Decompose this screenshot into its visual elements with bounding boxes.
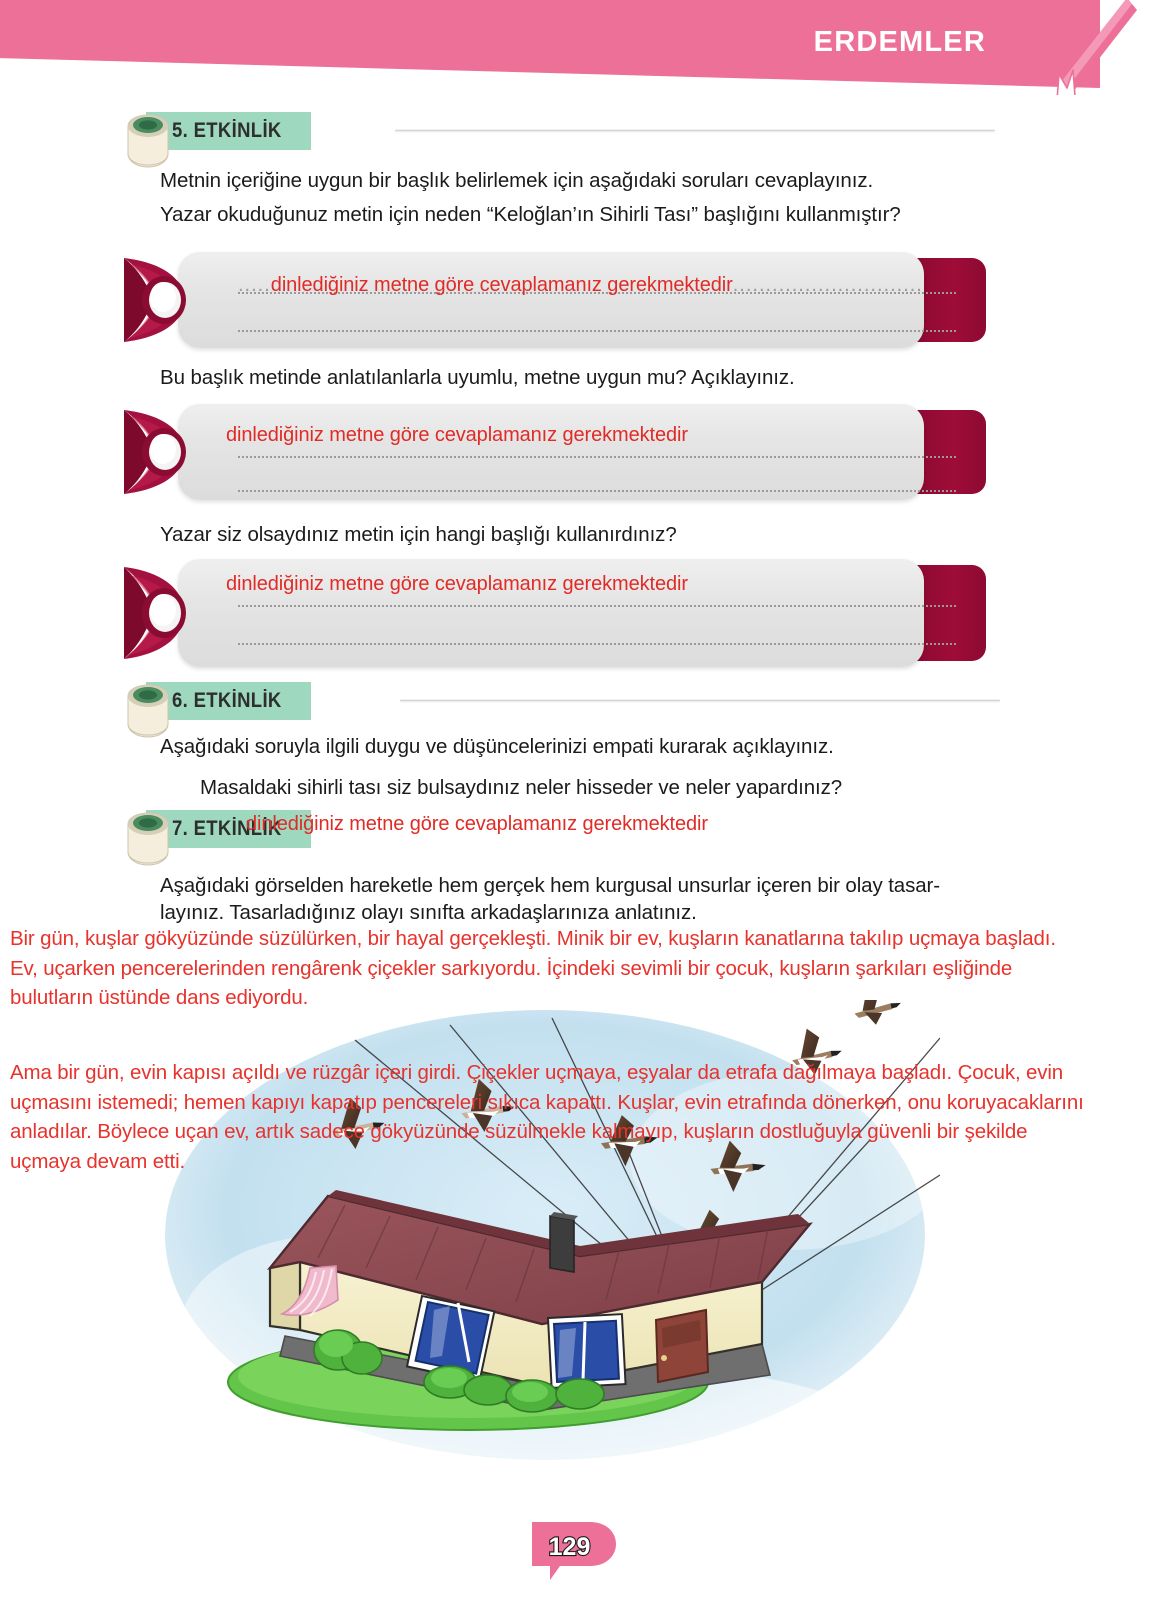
activity-7-intro-line-1: Aşağıdaki görselden hareketle hem gerçek hem kurgusal unsurlar içeren bir olay tasar- <box>160 874 941 897</box>
activity-6-intro: Aşağıdaki soruyla ilgili duygu ve düşüncelerinizi empati kurarak açıklayınız. <box>160 735 834 758</box>
paper-roll-icon <box>122 810 174 868</box>
pencil-icon <box>1009 0 1139 95</box>
answer-line-2 <box>238 330 956 332</box>
answer-line-1 <box>238 605 956 607</box>
badge-rule <box>400 699 1000 703</box>
ribbon-left-end <box>118 559 228 667</box>
answer-line-1 <box>238 456 956 458</box>
answer-line-2 <box>238 643 956 645</box>
answer-text-1 <box>238 274 923 297</box>
activity-5-question-3: Yazar siz olsaydınız metin için hangi başlığı kullanırdınız? <box>160 523 677 546</box>
ribbon-left-end <box>118 252 228 348</box>
page-title: ERDEMLER <box>813 26 986 58</box>
answer-box-1[interactable] <box>118 252 986 348</box>
ribbon-right-end <box>914 565 986 661</box>
activity-label: 5. ETKİNLİK <box>172 119 282 142</box>
answer-box-2[interactable] <box>118 404 986 500</box>
page-header <box>0 0 1151 95</box>
activity-7-intro-line-2: layınız. Tasarladığınız olayı sınıfta arkadaşlarınıza anlatınız. <box>160 901 697 924</box>
answer-box-surface[interactable] <box>178 404 924 500</box>
page-number: 129 <box>548 1533 591 1561</box>
leading-dots: ..... <box>238 274 271 296</box>
trailing-dots: ............................. <box>732 274 923 296</box>
activity-5-intro: Metnin içeriğine uygun bir başlık belirlemek için aşağıdaki soruları cevaplayınız. <box>160 169 874 192</box>
page-number-tag <box>526 1520 626 1582</box>
answer-text-2: dinlediğiniz metne göre cevaplamanız gerekmektedir <box>226 424 688 446</box>
paper-roll-icon <box>122 112 174 170</box>
activity-badge-5 <box>110 112 970 150</box>
answer-text-3: dinlediğiniz metne göre cevaplamanız gerekmektedir <box>226 573 688 595</box>
answer-box-3[interactable] <box>118 559 986 667</box>
answer-line-2 <box>238 490 956 492</box>
activity-badge-6 <box>110 682 970 720</box>
activity-5-question-1: Yazar okuduğunuz metin için neden “Keloğlan’ın Sihirli Tası” başlığını kullanmıştır? <box>160 203 901 226</box>
paper-roll-icon <box>122 682 174 740</box>
ribbon-right-end <box>914 410 986 494</box>
activity-5-question-2: Bu başlık metinde anlatılanlarla uyumlu, metne uygun mu? Açıklayınız. <box>160 366 795 389</box>
story-paragraph-1: Bir gün, kuşlar gökyüzünde süzülürken, bir hayal gerçekleşti. Minik bir ev, kuşların kanatlarına takılıp uçmaya başladı. Ev, uçarken pencerelerinden rengârenk çiçekler sarkıyordu. İçindeki sevimli bir çocuk, kuşların şarkıları eşliğinde bulutların üstünde dans ediyordu. <box>10 927 1056 1010</box>
story-paragraph-2: Ama bir gün, evin kapısı açıldı ve rüzgâr içeri girdi. Çiçekler uçmaya, eşyalar da etrafa dağılmaya başladı. Çocuk, evin uçmasını istemedi; hemen kapıyı kapatıp pencereleri sıkıca kapattı. Kuşlar, evin etrafında dönerken, onu koruyacaklarını anladılar. Böylece uçan ev, artık sadece gökyüzünde süzülmekle kalmayıp, kuşların dostluğuyla güvenli bir şekilde uçmaya devam etti. <box>10 1061 1084 1174</box>
activity-label: 6. ETKİNLİK <box>172 689 282 712</box>
answer-box-surface[interactable] <box>178 252 924 348</box>
answer-value: dinlediğiniz metne göre cevaplamanız gerekmektedir <box>270 274 733 296</box>
activity-label: 7. ETKİNLİK <box>172 817 282 840</box>
ribbon-left-end <box>118 404 228 500</box>
activity-6-question: Masaldaki sihirli tası siz bulsaydınız neler hisseder ve neler yapardınız? <box>200 776 843 799</box>
badge-rule <box>395 129 995 133</box>
activity-6-answer: dinlediğiniz metne göre cevaplamanız gerekmektedir <box>246 813 708 835</box>
